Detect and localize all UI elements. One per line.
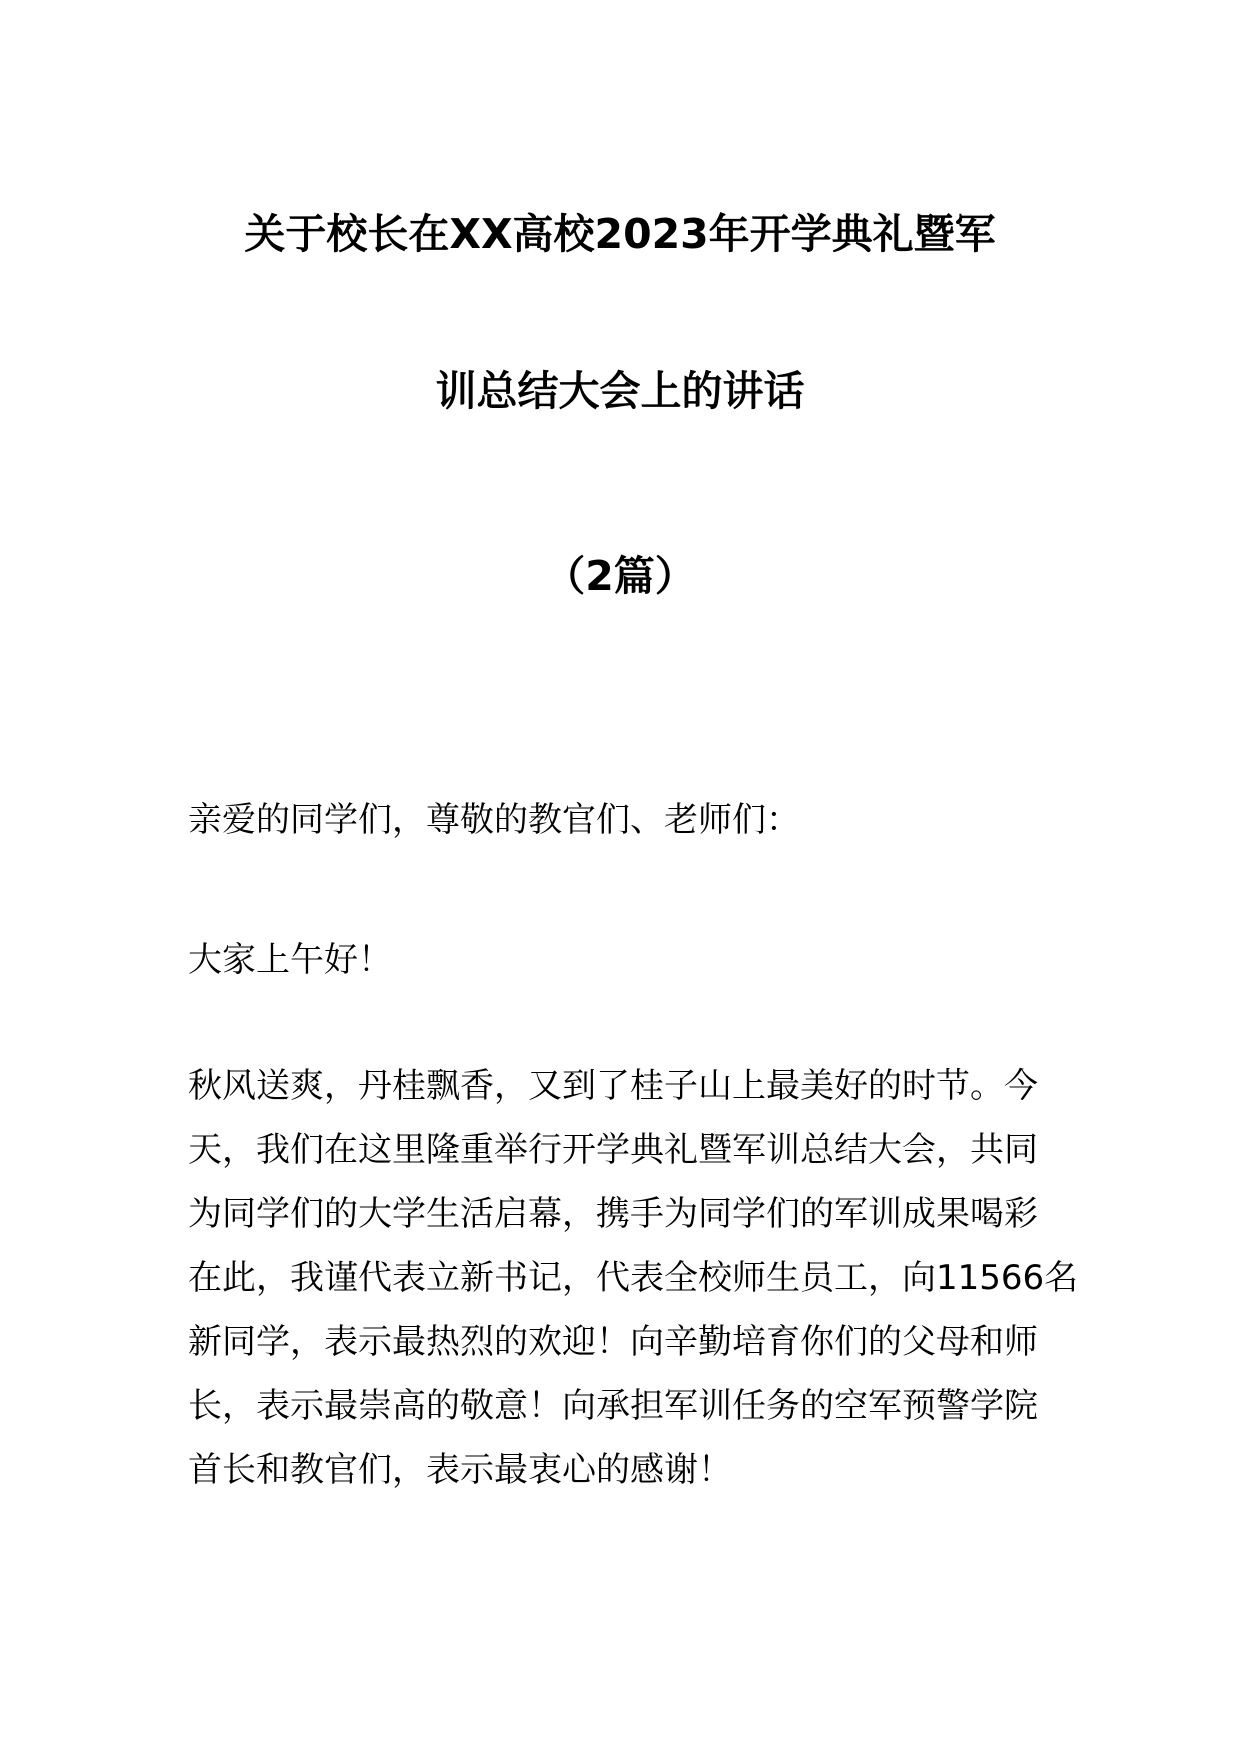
greeting: 大家上午好！ [188, 940, 392, 980]
paragraph-line: 首长和教官们，表示最衷心的感谢！ [188, 1450, 732, 1490]
salutation: 亲爱的同学们，尊敬的教官们、老师们： [188, 800, 800, 840]
document-title-line-1: 关于校长在XX高校2023年开学典礼暨军 [244, 210, 996, 258]
paragraph-line: 为同学们的大学生活启幕，携手为同学们的军训成果喝彩 [188, 1194, 1038, 1234]
document-title-line-2: 训总结大会上的讲话 [435, 367, 805, 415]
paragraph-line: 天，我们在这里隆重举行开学典礼暨军训总结大会，共同 [188, 1130, 1038, 1170]
paragraph-line: 秋风送爽，丹桂飘香，又到了桂子山上最美好的时节。今 [188, 1066, 1038, 1106]
document-subtitle-count: （2篇） [544, 552, 696, 600]
paragraph-line: 长，表示最崇高的敬意！向承担军训任务的空军预警学院 [188, 1386, 1038, 1426]
paragraph-line: 新同学，表示最热烈的欢迎！向辛勤培育你们的父母和师 [188, 1322, 1038, 1362]
paragraph-line: 在此，我谨代表立新书记，代表全校师生员工，向11566名 [188, 1258, 1079, 1298]
body-paragraph [188, 1054, 1079, 1502]
